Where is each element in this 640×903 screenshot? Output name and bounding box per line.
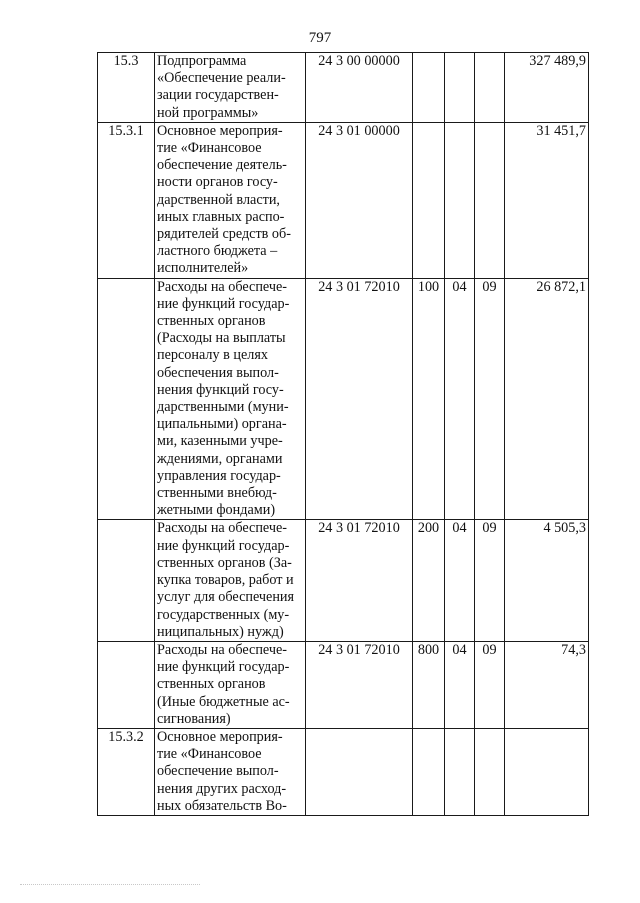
expense-type-cell bbox=[413, 122, 445, 278]
row-name-cell bbox=[155, 520, 306, 641]
row-number-cell bbox=[98, 520, 155, 641]
row-name-line: услуг для обеспечения bbox=[157, 589, 295, 606]
row-name-line: ние функций государ- bbox=[157, 537, 290, 554]
row-number-cell bbox=[98, 641, 155, 728]
row-name-line: исполнителей» bbox=[157, 260, 249, 277]
row-name-line: рядителей средств об- bbox=[157, 226, 291, 243]
budget-code-cell: 24 3 01 72010 bbox=[306, 520, 413, 641]
scan-artifact bbox=[20, 884, 200, 887]
table-row bbox=[98, 641, 589, 728]
section-cell: 04 bbox=[445, 641, 475, 728]
row-name-line: нения функций госу- bbox=[157, 381, 284, 398]
amount-cell: 74,3 bbox=[505, 641, 589, 728]
row-name-line: (Расходы на выплаты bbox=[157, 330, 286, 347]
row-number-cell: 15.3.1 bbox=[98, 122, 155, 278]
row-name-line: Расходы на обеспече- bbox=[157, 520, 288, 537]
section-cell: 04 bbox=[445, 278, 475, 520]
amount-cell bbox=[505, 728, 589, 815]
row-name-line: зации государствен- bbox=[157, 87, 279, 104]
budget-code-cell: 24 3 01 72010 bbox=[306, 641, 413, 728]
table-row bbox=[98, 278, 589, 520]
row-name-line: Подпрограмма bbox=[157, 53, 247, 69]
row-name-line: тие «Финансовое bbox=[157, 746, 262, 763]
expense-type-cell: 100 bbox=[413, 278, 445, 520]
row-name-cell bbox=[155, 641, 306, 728]
row-name-line: Расходы на обеспече- bbox=[157, 641, 288, 658]
row-name-line: «Обеспечение реали- bbox=[157, 70, 286, 87]
row-name-cell bbox=[155, 122, 306, 278]
row-name-line: Основное мероприя- bbox=[157, 728, 283, 745]
section-cell bbox=[445, 728, 475, 815]
subsection-cell bbox=[475, 728, 505, 815]
row-name-line: ми, казенными учре- bbox=[157, 433, 283, 450]
row-name-line: тие «Финансовое bbox=[157, 140, 262, 157]
section-cell bbox=[445, 122, 475, 278]
row-name-line: дарственной власти, bbox=[157, 191, 280, 208]
row-number-cell bbox=[98, 278, 155, 520]
amount-cell: 4 505,3 bbox=[505, 520, 589, 641]
budget-code-cell bbox=[306, 728, 413, 815]
section-cell: 04 bbox=[445, 520, 475, 641]
row-name-line: ластного бюджета – bbox=[157, 243, 278, 260]
row-name-cell bbox=[155, 278, 306, 520]
row-name-line: обеспечения выпол- bbox=[157, 364, 279, 381]
row-name-line: государственных (му- bbox=[157, 606, 290, 623]
subsection-cell: 09 bbox=[475, 641, 505, 728]
subsection-cell bbox=[475, 122, 505, 278]
expense-type-cell bbox=[413, 728, 445, 815]
expense-type-cell: 800 bbox=[413, 641, 445, 728]
row-name-line: сигнования) bbox=[157, 710, 231, 727]
expense-type-cell bbox=[413, 53, 445, 123]
row-name-line: ципальными) органа- bbox=[157, 416, 287, 433]
table-row bbox=[98, 728, 589, 815]
row-name-cell bbox=[155, 53, 306, 123]
budget-code-cell: 24 3 00 00000 bbox=[306, 53, 413, 123]
row-name-line: Расходы на обеспече- bbox=[157, 278, 288, 295]
row-name-line: ственных органов bbox=[157, 676, 266, 693]
row-name-line: ние функций государ- bbox=[157, 659, 290, 676]
row-name-line: купка товаров, работ и bbox=[157, 572, 294, 589]
row-name-line: ственных органов (За- bbox=[157, 554, 292, 571]
row-name-line: ных обязательств Во- bbox=[157, 797, 287, 814]
row-name-line: управления государ- bbox=[157, 467, 281, 484]
expense-type-cell: 200 bbox=[413, 520, 445, 641]
row-name-line: жетными фондами) bbox=[157, 502, 276, 519]
page-number: 797 bbox=[308, 30, 332, 46]
subsection-cell bbox=[475, 53, 505, 123]
row-name-line: ственными внебюд- bbox=[157, 485, 277, 502]
row-name-line: ственных органов bbox=[157, 313, 266, 330]
row-name-line: персоналу в целях bbox=[157, 347, 268, 364]
row-name-line: Основное мероприя- bbox=[157, 122, 283, 139]
row-name-line: ждениями, органами bbox=[157, 450, 283, 467]
subsection-cell: 09 bbox=[475, 520, 505, 641]
row-name-line: нения других расход- bbox=[157, 780, 287, 797]
row-name-line: обеспечение выпол- bbox=[157, 763, 279, 780]
row-name-cell bbox=[155, 728, 306, 815]
row-number-cell: 15.3.2 bbox=[98, 728, 155, 815]
subsection-cell: 09 bbox=[475, 278, 505, 520]
table-row bbox=[98, 122, 589, 278]
budget-code-cell: 24 3 01 72010 bbox=[306, 278, 413, 520]
row-name-line: иных главных распо- bbox=[157, 208, 285, 225]
row-name-line: ние функций государ- bbox=[157, 295, 290, 312]
row-name-line: (Иные бюджетные ас- bbox=[157, 693, 290, 710]
amount-cell: 26 872,1 bbox=[505, 278, 589, 520]
row-name-line: ной программы» bbox=[157, 104, 259, 121]
table-row bbox=[98, 53, 589, 123]
budget-code-cell: 24 3 01 00000 bbox=[306, 122, 413, 278]
budget-table bbox=[97, 52, 589, 816]
amount-cell: 31 451,7 bbox=[505, 122, 589, 278]
section-cell bbox=[445, 53, 475, 123]
row-name-line: обеспечение деятель- bbox=[157, 157, 287, 174]
table-row bbox=[98, 520, 589, 641]
row-name-line: ности органов госу- bbox=[157, 174, 278, 191]
amount-cell: 327 489,9 bbox=[505, 53, 589, 123]
row-name-line: ниципальных) нужд) bbox=[157, 623, 284, 640]
row-number-cell: 15.3 bbox=[98, 53, 155, 123]
row-name-line: дарственными (муни- bbox=[157, 399, 289, 416]
